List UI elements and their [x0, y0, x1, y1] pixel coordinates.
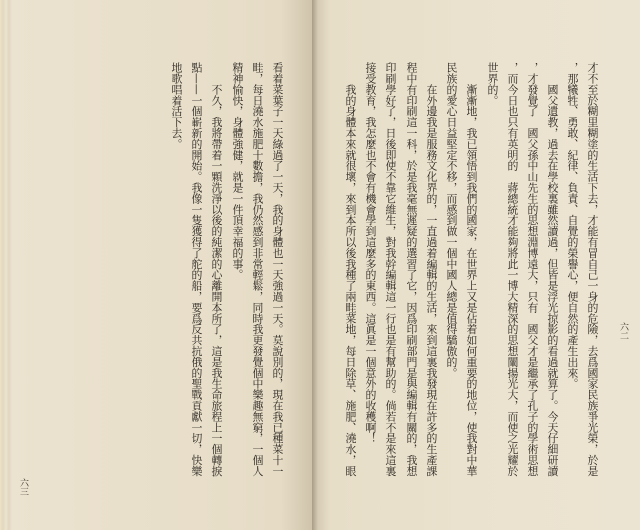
text-column: 看着菜葉子一天綠過了一天，我的身體也一天強過一天。莫說別的，現在我已種菜十一: [271, 62, 284, 477]
left-page: [0, 0, 312, 530]
text-column: 精神愉快，身體強健，就是一件頂幸福的事。: [231, 62, 244, 280]
text-column: 點——一個嶄新的開始。我像一隻獲得了舵的船，要爲反共抗俄的聖戰貢獻一切，快樂: [190, 62, 203, 477]
text-column: 不久，我將帶着一顆洗淨以後的純潔的心離開本所了，這是我生命旅程上一個轉捩: [210, 62, 223, 477]
text-column: 程中有印刷這一科，於是我毫無遲疑的選習了它，因爲印刷部門是與編輯有關的，我想: [405, 62, 418, 477]
text-column: ，而今日也只有英明的 蔣總統才能夠將此一博大精深的思想闡揚光大，而使之光耀於: [506, 62, 519, 477]
text-column: ，才發覺了 國父孫中山先生的思想淵博遠大，只有 國父才是繼承了孔子的學術思想: [526, 62, 539, 477]
right-page: [312, 0, 640, 530]
text-column: 漸漸地，我已領悟到我們的國家，在世界上又是佔着如何重要的地位，使我對中華: [465, 62, 478, 477]
text-column: 世界的。: [486, 62, 499, 106]
text-column: 地歌唱着活下去。: [170, 62, 183, 150]
text-column: 國父遺教，過去在學校裏雖然讀過，但皆是浮光掠影的看過就算了。今天仔細研讀: [546, 62, 559, 477]
text-column: 我的身體本來就很壞，來到本所以後我種了兩畦菜地，每日除草、施肥、澆水，眼: [344, 62, 357, 477]
text-column: 才不至於糊里糊塗的生活下去，才能有冒自己一身的危險，去爲國家民族爭光榮，於是: [586, 62, 599, 477]
text-column: 接受教育，我怎麼也不會有機會學到這麼多的東西。這眞是一個意外的收穫啊！: [364, 62, 377, 444]
text-column: ，那犧牲、勇敢、紀律、負責、自覺的榮譽心，便自然的產生出來。: [566, 62, 579, 389]
text-column: 民族的愛心日益堅定不移，而感到做一個中國人總是值得驕傲的。: [445, 62, 458, 379]
page-number: 六二: [618, 322, 628, 340]
page-number: 六三: [18, 478, 28, 496]
text-column: 印刷學好了，日後即使不靠它維生，對我幹編輯這一行也是有幫助的。倘若不是來這裏: [384, 62, 397, 477]
text-column: 在外邊我是服務文化界的，一直過着編輯的生活，來到這裏我發現在許多的生產課: [425, 62, 438, 477]
text-column: 畦，每日澆水施肥十數擔，我仍然感到非常輕鬆，同時我更發覺個中樂趣無窮，一個人: [251, 62, 264, 477]
